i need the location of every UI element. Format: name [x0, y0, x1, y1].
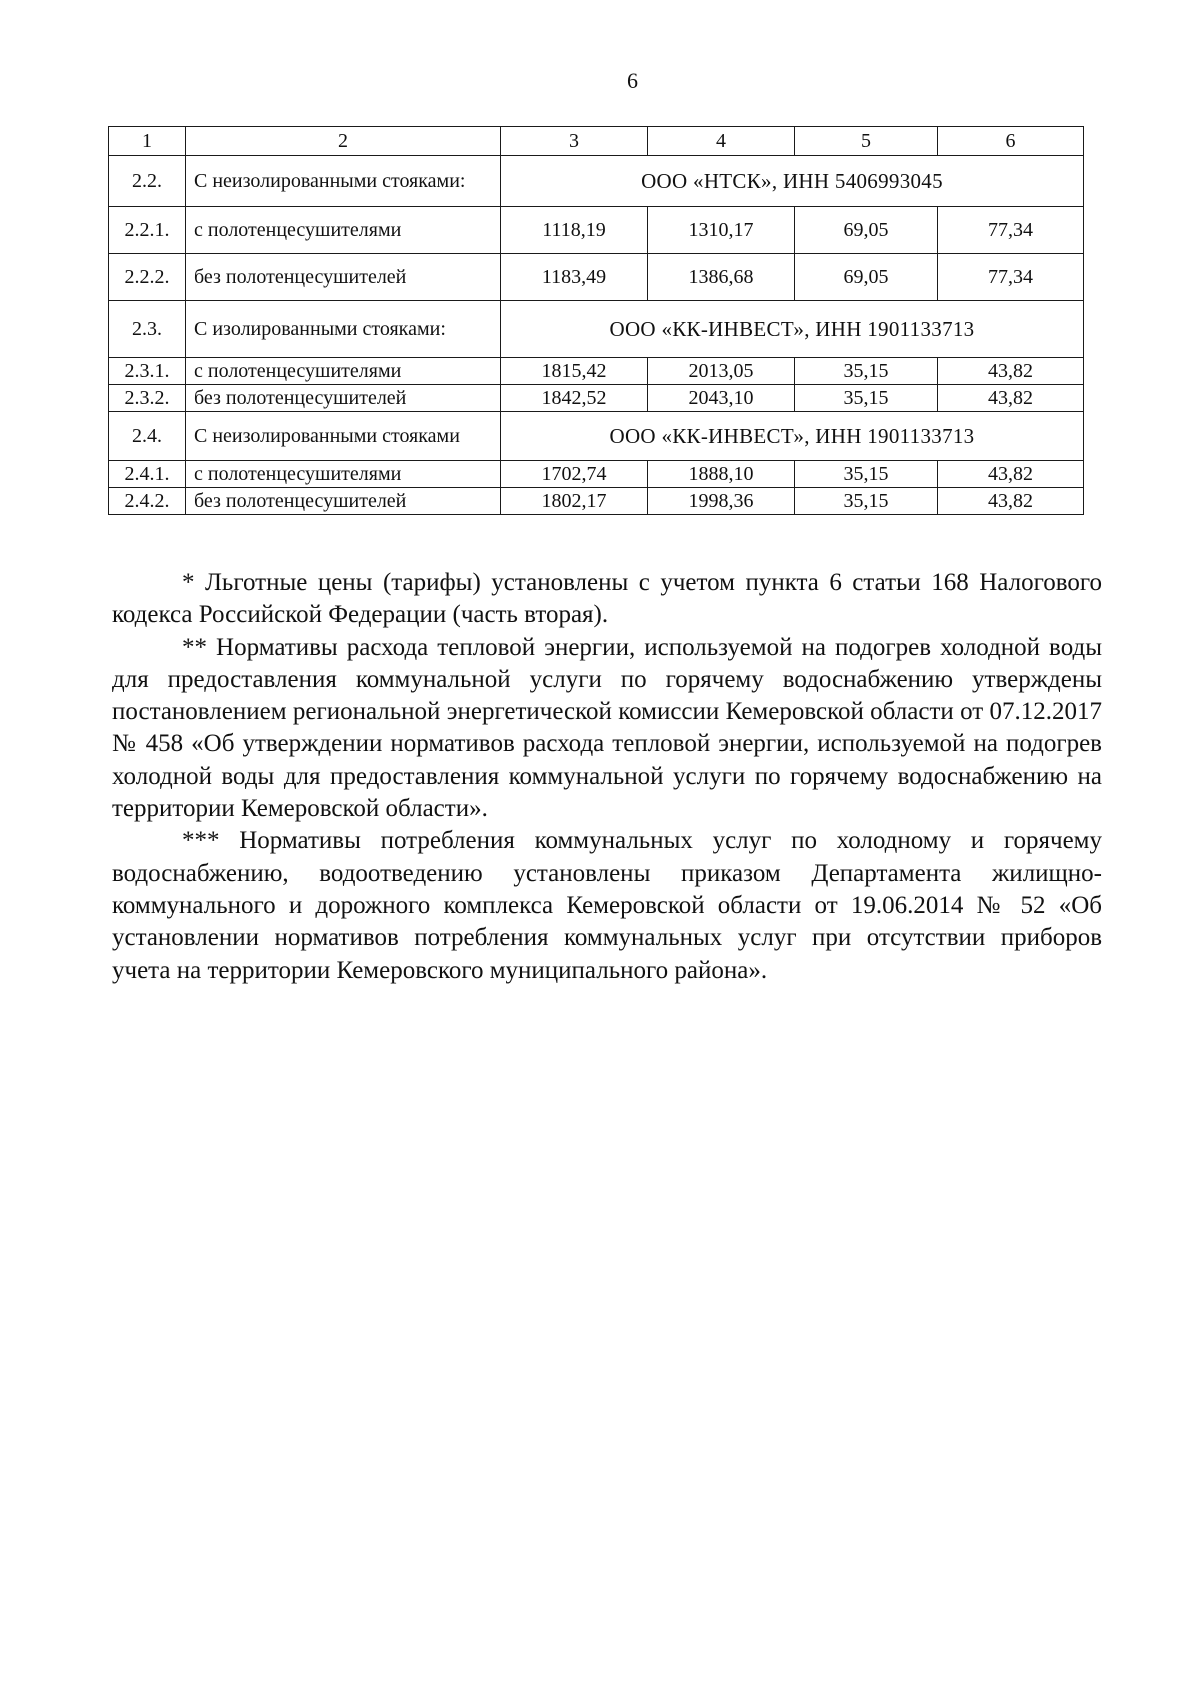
- value-cell: 43,82: [938, 488, 1084, 515]
- value-cell: 35,15: [795, 488, 938, 515]
- row-name: без полотенцесушителей: [186, 488, 501, 515]
- table-row: [109, 207, 1084, 254]
- value-cell: 2013,05: [648, 358, 795, 385]
- row-number: 2.4.2.: [109, 488, 186, 515]
- group-number: 2.3.: [109, 301, 186, 358]
- value-cell: 43,82: [938, 461, 1084, 488]
- header-cell: 5: [795, 127, 938, 156]
- group-number: 2.4.: [109, 412, 186, 461]
- group-name: С неизолированными стояками: [186, 412, 501, 461]
- row-number: 2.4.1.: [109, 461, 186, 488]
- value-cell: 1888,10: [648, 461, 795, 488]
- value-cell: 1183,49: [501, 254, 648, 301]
- footnotes: [112, 567, 1102, 987]
- table-row: [109, 358, 1084, 385]
- value-cell: 69,05: [795, 254, 938, 301]
- header-cell: 6: [938, 127, 1084, 156]
- table-row: [109, 461, 1084, 488]
- header-cell: 3: [501, 127, 648, 156]
- value-cell: 1386,68: [648, 254, 795, 301]
- value-cell: 2043,10: [648, 385, 795, 412]
- value-cell: 43,82: [938, 358, 1084, 385]
- value-cell: 1310,17: [648, 207, 795, 254]
- table-row: [109, 385, 1084, 412]
- row-name: с полотенцесушителями: [186, 461, 501, 488]
- group-row: [109, 156, 1084, 207]
- group-name: С неизолированными стояками:: [186, 156, 501, 207]
- header-cell: 1: [109, 127, 186, 156]
- value-cell: 77,34: [938, 207, 1084, 254]
- header-cell: 4: [648, 127, 795, 156]
- tariff-table: [108, 126, 1084, 515]
- row-name: без полотенцесушителей: [186, 254, 501, 301]
- table-row: [109, 488, 1084, 515]
- row-number: 2.3.1.: [109, 358, 186, 385]
- row-name: с полотенцесушителями: [186, 358, 501, 385]
- value-cell: 69,05: [795, 207, 938, 254]
- footnote-3: *** Нормативы потребления коммунальных услуг по холодному и горячему водоснабжению, водоотведению установлены приказом Департамента жилищно-коммунального и дорожного комплекса Кемеровской области от 19.06.2014 № 52 «Об установлении нормативов потребления коммунальных услуг при отсутствии приборов учета на территории Кемеровского муниципального района».: [112, 827, 1102, 984]
- row-number: 2.3.2.: [109, 385, 186, 412]
- header-cell: 2: [186, 127, 501, 156]
- value-cell: 1702,74: [501, 461, 648, 488]
- value-cell: 77,34: [938, 254, 1084, 301]
- row-name: без полотенцесушителей: [186, 385, 501, 412]
- row-number: 2.2.1.: [109, 207, 186, 254]
- group-organization: ООО «КК-ИНВЕСТ», ИНН 1901133713: [501, 301, 1084, 358]
- value-cell: 35,15: [795, 358, 938, 385]
- value-cell: 35,15: [795, 385, 938, 412]
- value-cell: 1998,36: [648, 488, 795, 515]
- group-row: [109, 412, 1084, 461]
- group-row: [109, 301, 1084, 358]
- group-name: С изолированными стояками:: [186, 301, 501, 358]
- table-row: [109, 254, 1084, 301]
- value-cell: 35,15: [795, 461, 938, 488]
- page-number: 6: [627, 68, 638, 93]
- group-organization: ООО «НТСК», ИНН 5406993045: [501, 156, 1084, 207]
- value-cell: 1815,42: [501, 358, 648, 385]
- row-name: с полотенцесушителями: [186, 207, 501, 254]
- group-number: 2.2.: [109, 156, 186, 207]
- value-cell: 1842,52: [501, 385, 648, 412]
- footnote-2: ** Нормативы расхода тепловой энергии, используемой на подогрев холодной воды для предоставления коммунальной услуги по горячему водоснабжению утверждены постановлением региональной энергетической комиссии Кемеровской области от 07.12.2017 № 458 «Об утверждении нормативов расхода тепловой энергии, используемой на подогрев холодной воды для предоставления коммунальной услуги по горячему водоснабжению на территории Кемеровской области».: [112, 633, 1102, 823]
- footnote-1: * Льготные цены (тарифы) установлены с учетом пункта 6 статьи 168 Налогового кодекса Российской Федерации (часть вторая).: [112, 569, 1102, 629]
- row-number: 2.2.2.: [109, 254, 186, 301]
- value-cell: 43,82: [938, 385, 1084, 412]
- group-organization: ООО «КК-ИНВЕСТ», ИНН 1901133713: [501, 412, 1084, 461]
- value-cell: 1802,17: [501, 488, 648, 515]
- table-header-row: [109, 127, 1084, 156]
- value-cell: 1118,19: [501, 207, 648, 254]
